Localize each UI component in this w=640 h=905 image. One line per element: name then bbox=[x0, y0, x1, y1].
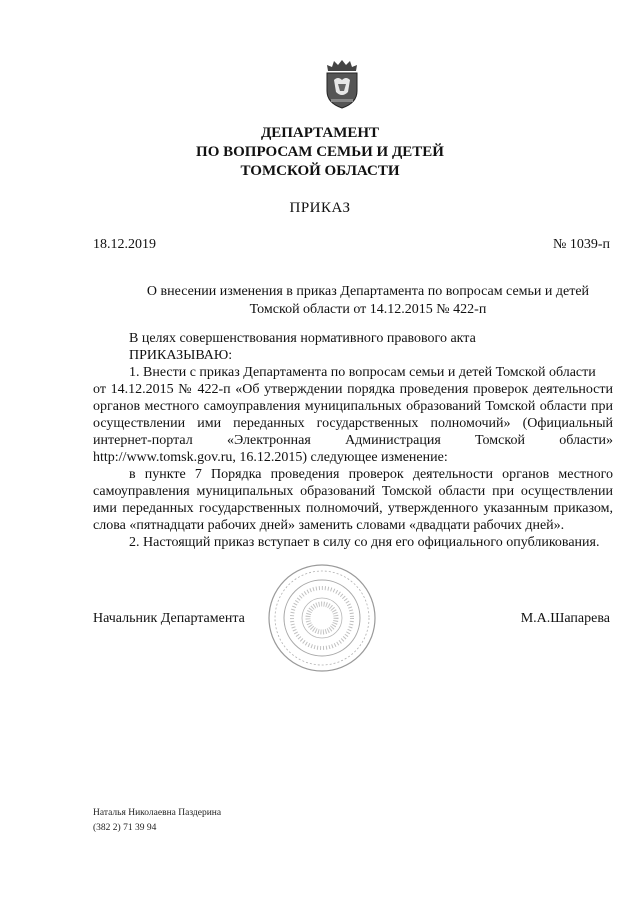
document-body bbox=[93, 330, 613, 551]
signatory-name: М.А.Шапарева bbox=[520, 611, 610, 626]
body-line: В целях совершенствования нормативного правового акта bbox=[129, 331, 476, 346]
executor-phone: (382 2) 71 39 94 bbox=[93, 823, 157, 833]
header-line-2: ПО ВОПРОСАМ СЕМЬИ И ДЕТЕЙ bbox=[196, 144, 444, 160]
body-line: http://www.tomsk.gov.ru, 16.12.2015) следующее изменение: bbox=[93, 450, 448, 465]
document-subject bbox=[128, 283, 608, 319]
coat-of-arms-icon bbox=[320, 58, 364, 110]
body-line: слова «пятнадцати рабочих дней» заменить словами «двадцати рабочих дней». bbox=[93, 518, 565, 533]
body-line: в пункте 7 Порядка проведения проверок деятельности органов местного bbox=[129, 467, 613, 482]
subject-line-2: Томской области от 14.12.2015 № 422-п bbox=[249, 302, 487, 317]
header-line-1: ДЕПАРТАМЕНТ bbox=[260, 125, 380, 141]
body-line: от 14.12.2015 № 422-п «Об утверждении порядка проведения проверок деятельности bbox=[93, 382, 613, 397]
body-line: интернет-портал «Электронная Администрация Томской области» bbox=[93, 433, 613, 448]
subject-line-1: О внесении изменения в приказ Департамента по вопросам семьи и детей bbox=[146, 284, 590, 299]
body-line: самоуправления муниципальных образований Томской области при осуществлении bbox=[93, 484, 613, 499]
document-number: № 1039-п bbox=[552, 237, 610, 252]
body-line: осуществлении ими переданных государственных полномочий» (Официальный bbox=[93, 416, 613, 431]
department-header bbox=[0, 124, 640, 181]
official-stamp-icon bbox=[266, 562, 378, 674]
signatory-title: Начальник Департамента bbox=[93, 611, 245, 626]
executor-name: Наталья Николаевна Паздерина bbox=[93, 808, 222, 818]
body-line: 1. Внести с приказ Департамента по вопросам семьи и детей Томской области bbox=[129, 365, 596, 380]
executor-contact bbox=[93, 806, 221, 836]
document-type-title: ПРИКАЗ bbox=[289, 200, 351, 216]
header-line-3: ТОМСКОЙ ОБЛАСТИ bbox=[240, 163, 400, 179]
body-line: ПРИКАЗЫВАЮ: bbox=[129, 348, 233, 363]
body-line: ими переданных государственных полномочий, утвержденного указанным приказом, bbox=[93, 501, 613, 516]
body-line: органов местного самоуправления муниципальных образований Томской области при bbox=[93, 399, 613, 414]
body-line: 2. Настоящий приказ вступает в силу со дня его официального опубликования. bbox=[129, 535, 600, 550]
document-date: 18.12.2019 bbox=[93, 237, 156, 252]
